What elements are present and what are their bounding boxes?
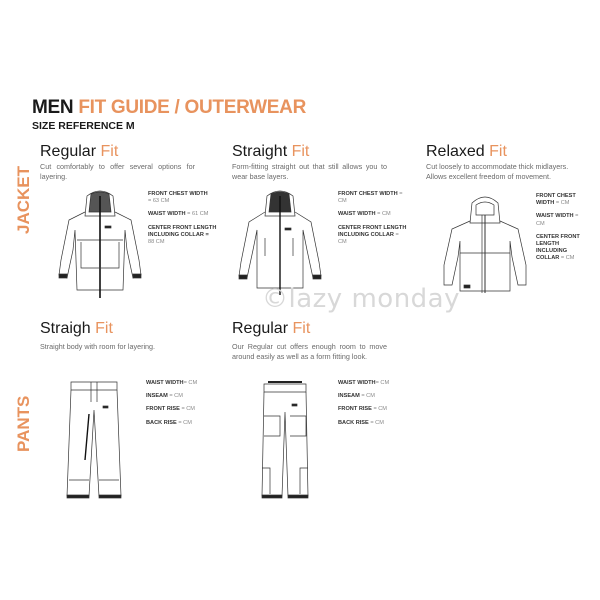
spec-front-chest: FRONT CHEST WIDTH = CM <box>338 191 403 205</box>
section-label-jacket: JACKET <box>14 165 33 234</box>
spec-front-chest: FRONT CHEST WIDTH = 63 CM <box>148 191 208 205</box>
fit-description-pants-regular: Our Regular cut offers enough room to move around easily as well as a form fitting look. <box>232 342 387 361</box>
fit-title-jacket-relaxed: Relaxed Fit <box>426 143 507 160</box>
spec-front-rise: FRONT RISE = CM <box>146 406 195 413</box>
specs-jacket-straight <box>338 191 408 252</box>
spec-center-front-length: CENTER FRONT LENGTH INCLUDING COLLAR = 88 CM <box>148 224 217 246</box>
watermark: ©lazy monday <box>262 284 460 314</box>
specs-jacket-relaxed <box>536 193 586 269</box>
specs-pants-regular <box>338 380 408 433</box>
fit-title-pants-regular: Regular Fit <box>232 320 311 337</box>
spec-waist: WAIST WIDTH= CM <box>146 380 198 386</box>
spec-waist: WAIST WIDTH= CM <box>338 380 390 386</box>
specs-jacket-regular <box>148 191 218 252</box>
specs-pants-straight <box>146 380 216 433</box>
spec-front-chest: FRONT CHEST WIDTH = CM <box>536 193 576 207</box>
size-reference: SIZE REFERENCE M <box>32 120 135 132</box>
fit-description-jacket-regular: Cut comfortably to offer several options for layering. <box>40 162 195 181</box>
pants-straight-illustration <box>65 380 123 500</box>
fit-title-jacket-regular: Regular Fit <box>40 143 119 160</box>
fit-title-pants-straight: Straigh Fit <box>40 320 113 337</box>
jacket-regular-illustration <box>55 190 145 300</box>
spec-inseam: INSEAM = CM <box>338 393 375 400</box>
title-accent: FIT GUIDE / OUTERWEAR <box>78 97 306 118</box>
title-main: MEN <box>32 97 74 118</box>
spec-waist: WAIST WIDTH = CM <box>536 213 579 227</box>
fit-description-jacket-straight: Form-fitting straight out that still allows you to wear base layers. <box>232 162 387 181</box>
fit-title-jacket-straight: Straight Fit <box>232 143 310 160</box>
spec-inseam: INSEAM = CM <box>146 393 183 400</box>
spec-back-rise: BACK RISE = CM <box>338 419 384 426</box>
fit-description-jacket-relaxed: Cut loosely to accommodate thick midlayers. Allows excellent freedom of movement. <box>426 162 569 181</box>
spec-waist: WAIST WIDTH = 61 CM <box>148 211 209 218</box>
section-label-pants: PANTS <box>14 395 33 452</box>
page-title <box>32 97 306 119</box>
spec-back-rise: BACK RISE = CM <box>146 419 192 426</box>
pants-regular-illustration <box>260 382 310 500</box>
spec-center-front-length: CENTER FRONT LENGTH INCLUDING COLLAR = CM <box>338 224 407 246</box>
fit-description-pants-straight: Straight body with room for layering. <box>40 342 156 351</box>
spec-center-front-length: CENTER FRONT LENGTH INCLUDING COLLAR = CM <box>536 233 580 262</box>
spec-waist: WAIST WIDTH = CM <box>338 211 391 218</box>
spec-front-rise: FRONT RISE = CM <box>338 406 387 413</box>
